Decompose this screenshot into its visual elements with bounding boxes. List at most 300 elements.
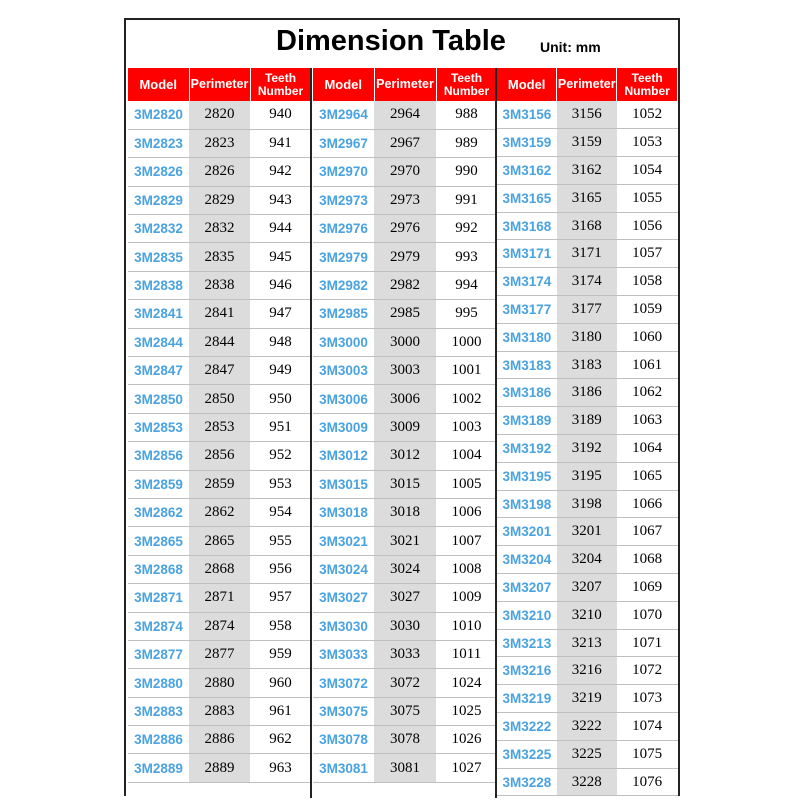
model-cell: 3M3003 bbox=[313, 357, 374, 385]
teeth-number-cell: 1002 bbox=[436, 385, 497, 413]
model-cell: 3M3198 bbox=[497, 490, 557, 518]
table-row bbox=[128, 357, 311, 385]
table-row bbox=[313, 612, 497, 640]
teeth-number-cell: 1057 bbox=[617, 240, 678, 268]
perimeter-cell: 2973 bbox=[374, 186, 436, 214]
perimeter-cell: 3021 bbox=[374, 527, 436, 555]
teeth-number-cell: 1001 bbox=[436, 357, 497, 385]
perimeter-cell: 3207 bbox=[557, 574, 617, 602]
table-row bbox=[313, 669, 497, 697]
perimeter-cell: 2826 bbox=[189, 158, 250, 186]
perimeter-cell: 3189 bbox=[557, 407, 617, 435]
model-cell: 3M2832 bbox=[128, 215, 189, 243]
table-row bbox=[128, 271, 311, 299]
model-cell: 3M3018 bbox=[313, 498, 374, 526]
teeth-number-cell: 1075 bbox=[617, 740, 678, 768]
model-cell: 3M3225 bbox=[497, 740, 557, 768]
perimeter-cell: 3075 bbox=[374, 697, 436, 725]
perimeter-cell: 2832 bbox=[189, 215, 250, 243]
dimension-table-column-1 bbox=[128, 68, 312, 783]
teeth-header-line-2: Number bbox=[443, 83, 490, 98]
teeth-number-cell: 1058 bbox=[617, 268, 678, 296]
table-row bbox=[128, 385, 311, 413]
teeth-number-cell: 1059 bbox=[617, 296, 678, 324]
teeth-number-cell: 1006 bbox=[436, 498, 497, 526]
perimeter-cell: 2820 bbox=[189, 101, 250, 129]
perimeter-cell: 3003 bbox=[374, 357, 436, 385]
teeth-number-cell: 960 bbox=[250, 669, 311, 697]
model-cell: 3M2865 bbox=[128, 527, 189, 555]
perimeter-cell: 2868 bbox=[189, 555, 250, 583]
teeth-number-cell: 1060 bbox=[617, 323, 678, 351]
teeth-number-cell: 1008 bbox=[436, 555, 497, 583]
teeth-number-cell: 940 bbox=[250, 101, 311, 129]
perimeter-header: Perimeter bbox=[189, 68, 250, 101]
teeth-number-cell: 1009 bbox=[436, 584, 497, 612]
model-header: Model bbox=[128, 68, 189, 101]
teeth-number-header bbox=[617, 68, 678, 101]
model-cell: 3M3186 bbox=[497, 379, 557, 407]
teeth-number-cell: 989 bbox=[436, 129, 497, 157]
perimeter-cell: 2844 bbox=[189, 328, 250, 356]
table-row bbox=[313, 413, 497, 441]
teeth-number-cell: 1065 bbox=[617, 462, 678, 490]
perimeter-cell: 2829 bbox=[189, 186, 250, 214]
teeth-number-cell: 953 bbox=[250, 470, 311, 498]
teeth-header-line-1: Teeth bbox=[264, 70, 297, 85]
model-cell: 3M3207 bbox=[497, 574, 557, 602]
perimeter-cell: 3009 bbox=[374, 413, 436, 441]
table-row bbox=[128, 413, 311, 441]
perimeter-cell: 3171 bbox=[557, 240, 617, 268]
teeth-number-cell: 1010 bbox=[436, 612, 497, 640]
perimeter-cell: 3177 bbox=[557, 296, 617, 324]
perimeter-cell: 3180 bbox=[557, 323, 617, 351]
teeth-number-cell: 957 bbox=[250, 584, 311, 612]
model-cell: 3M2823 bbox=[128, 129, 189, 157]
model-cell: 3M2982 bbox=[313, 271, 374, 299]
model-cell: 3M2859 bbox=[128, 470, 189, 498]
table-row bbox=[128, 498, 311, 526]
model-cell: 3M3192 bbox=[497, 435, 557, 463]
teeth-number-cell: 1062 bbox=[617, 379, 678, 407]
table-row bbox=[313, 584, 497, 612]
model-cell: 3M3030 bbox=[313, 612, 374, 640]
teeth-number-cell: 963 bbox=[250, 754, 311, 782]
perimeter-cell: 2850 bbox=[189, 385, 250, 413]
model-cell: 3M3021 bbox=[313, 527, 374, 555]
unit-label: Unit: mm bbox=[540, 39, 601, 55]
model-cell: 3M3009 bbox=[313, 413, 374, 441]
table-row bbox=[313, 328, 497, 356]
teeth-number-cell: 942 bbox=[250, 158, 311, 186]
table-row bbox=[128, 555, 311, 583]
teeth-number-cell: 950 bbox=[250, 385, 311, 413]
model-cell: 3M2838 bbox=[128, 271, 189, 299]
teeth-number-cell: 1073 bbox=[617, 685, 678, 713]
perimeter-cell: 3210 bbox=[557, 601, 617, 629]
table-row bbox=[128, 726, 311, 754]
model-cell: 3M2826 bbox=[128, 158, 189, 186]
table-row bbox=[313, 385, 497, 413]
model-header: Model bbox=[313, 68, 374, 101]
model-cell: 3M3210 bbox=[497, 601, 557, 629]
table-row bbox=[313, 498, 497, 526]
perimeter-cell: 2886 bbox=[189, 726, 250, 754]
teeth-number-cell: 992 bbox=[436, 215, 497, 243]
perimeter-cell: 3006 bbox=[374, 385, 436, 413]
model-cell: 3M3171 bbox=[497, 240, 557, 268]
teeth-number-cell: 946 bbox=[250, 271, 311, 299]
table-row bbox=[313, 215, 497, 243]
header-row bbox=[313, 68, 497, 101]
perimeter-cell: 3018 bbox=[374, 498, 436, 526]
teeth-number-cell: 1076 bbox=[617, 768, 678, 796]
perimeter-cell: 2967 bbox=[374, 129, 436, 157]
model-cell: 3M2856 bbox=[128, 442, 189, 470]
perimeter-header: Perimeter bbox=[374, 68, 436, 101]
perimeter-cell: 3201 bbox=[557, 518, 617, 546]
table-row bbox=[497, 546, 678, 574]
model-cell: 3M2880 bbox=[128, 669, 189, 697]
table-row bbox=[128, 697, 311, 725]
perimeter-cell: 2985 bbox=[374, 300, 436, 328]
model-cell: 3M2883 bbox=[128, 697, 189, 725]
dimension-table-column-2 bbox=[313, 68, 498, 783]
table-row bbox=[313, 101, 497, 129]
column-divider bbox=[310, 68, 312, 798]
model-cell: 3M2862 bbox=[128, 498, 189, 526]
teeth-number-cell: 949 bbox=[250, 357, 311, 385]
teeth-number-cell: 947 bbox=[250, 300, 311, 328]
model-cell: 3M3216 bbox=[497, 657, 557, 685]
table-row bbox=[313, 555, 497, 583]
perimeter-cell: 3216 bbox=[557, 657, 617, 685]
teeth-number-cell: 988 bbox=[436, 101, 497, 129]
model-cell: 3M3228 bbox=[497, 768, 557, 796]
teeth-number-header bbox=[436, 68, 497, 101]
table-row bbox=[313, 697, 497, 725]
teeth-number-cell: 1004 bbox=[436, 442, 497, 470]
teeth-number-cell: 1066 bbox=[617, 490, 678, 518]
perimeter-cell: 3000 bbox=[374, 328, 436, 356]
teeth-number-cell: 1068 bbox=[617, 546, 678, 574]
table-row bbox=[128, 584, 311, 612]
table-row bbox=[497, 184, 678, 212]
perimeter-cell: 2964 bbox=[374, 101, 436, 129]
table-row bbox=[313, 357, 497, 385]
model-header: Model bbox=[497, 68, 557, 101]
table-row bbox=[313, 442, 497, 470]
dimension-table-frame bbox=[124, 18, 680, 796]
teeth-header-line-1: Teeth bbox=[631, 70, 663, 85]
model-cell: 3M3162 bbox=[497, 157, 557, 185]
perimeter-cell: 2877 bbox=[189, 640, 250, 668]
perimeter-cell: 3204 bbox=[557, 546, 617, 574]
model-cell: 3M3195 bbox=[497, 462, 557, 490]
perimeter-cell: 3198 bbox=[557, 490, 617, 518]
teeth-number-cell: 993 bbox=[436, 243, 497, 271]
table-row bbox=[313, 129, 497, 157]
table-row bbox=[497, 490, 678, 518]
table-row bbox=[128, 754, 311, 782]
table-row bbox=[128, 527, 311, 555]
perimeter-cell: 2823 bbox=[189, 129, 250, 157]
teeth-number-cell: 1024 bbox=[436, 669, 497, 697]
model-cell: 3M2820 bbox=[128, 101, 189, 129]
table-row bbox=[128, 243, 311, 271]
table-row bbox=[128, 640, 311, 668]
teeth-number-cell: 1061 bbox=[617, 351, 678, 379]
teeth-number-cell: 943 bbox=[250, 186, 311, 214]
table-row bbox=[497, 407, 678, 435]
perimeter-cell: 3015 bbox=[374, 470, 436, 498]
model-cell: 3M3174 bbox=[497, 268, 557, 296]
perimeter-cell: 2970 bbox=[374, 158, 436, 186]
header-row bbox=[128, 68, 311, 101]
teeth-number-cell: 944 bbox=[250, 215, 311, 243]
perimeter-cell: 3078 bbox=[374, 726, 436, 754]
teeth-number-cell: 1071 bbox=[617, 629, 678, 657]
table-row bbox=[128, 669, 311, 697]
model-cell: 3M2979 bbox=[313, 243, 374, 271]
model-cell: 3M3189 bbox=[497, 407, 557, 435]
model-cell: 3M3012 bbox=[313, 442, 374, 470]
perimeter-cell: 3162 bbox=[557, 157, 617, 185]
header-row bbox=[497, 68, 678, 101]
teeth-number-cell: 1025 bbox=[436, 697, 497, 725]
table-row bbox=[497, 296, 678, 324]
teeth-number-cell: 995 bbox=[436, 300, 497, 328]
table-row bbox=[128, 300, 311, 328]
teeth-number-cell: 962 bbox=[250, 726, 311, 754]
perimeter-cell: 3030 bbox=[374, 612, 436, 640]
table-row bbox=[313, 640, 497, 668]
perimeter-cell: 2874 bbox=[189, 612, 250, 640]
model-cell: 3M2874 bbox=[128, 612, 189, 640]
perimeter-cell: 2841 bbox=[189, 300, 250, 328]
teeth-number-header bbox=[250, 68, 311, 101]
perimeter-cell: 3213 bbox=[557, 629, 617, 657]
teeth-header-line-2: Number bbox=[257, 83, 304, 98]
model-cell: 3M3024 bbox=[313, 555, 374, 583]
model-cell: 3M2835 bbox=[128, 243, 189, 271]
table-row bbox=[313, 300, 497, 328]
teeth-number-cell: 955 bbox=[250, 527, 311, 555]
teeth-header-line-1: Teeth bbox=[450, 70, 483, 85]
teeth-number-cell: 941 bbox=[250, 129, 311, 157]
table-row bbox=[497, 157, 678, 185]
table-row bbox=[313, 527, 497, 555]
dimension-table-column-3 bbox=[497, 68, 678, 796]
table-row bbox=[128, 186, 311, 214]
model-cell: 3M3072 bbox=[313, 669, 374, 697]
teeth-number-cell: 958 bbox=[250, 612, 311, 640]
table-row bbox=[128, 442, 311, 470]
model-cell: 3M2970 bbox=[313, 158, 374, 186]
teeth-number-cell: 956 bbox=[250, 555, 311, 583]
model-cell: 3M3183 bbox=[497, 351, 557, 379]
table-row bbox=[128, 328, 311, 356]
teeth-number-cell: 1072 bbox=[617, 657, 678, 685]
perimeter-cell: 2982 bbox=[374, 271, 436, 299]
teeth-number-cell: 1003 bbox=[436, 413, 497, 441]
table-row bbox=[313, 754, 497, 782]
table-row bbox=[313, 470, 497, 498]
perimeter-cell: 3174 bbox=[557, 268, 617, 296]
teeth-number-cell: 1053 bbox=[617, 129, 678, 157]
table-row bbox=[313, 243, 497, 271]
perimeter-cell: 3072 bbox=[374, 669, 436, 697]
model-cell: 3M3156 bbox=[497, 101, 557, 129]
table-row bbox=[128, 215, 311, 243]
model-cell: 3M3078 bbox=[313, 726, 374, 754]
teeth-number-cell: 994 bbox=[436, 271, 497, 299]
perimeter-cell: 3159 bbox=[557, 129, 617, 157]
teeth-number-cell: 1055 bbox=[617, 184, 678, 212]
perimeter-cell: 2862 bbox=[189, 498, 250, 526]
model-cell: 3M3159 bbox=[497, 129, 557, 157]
table-row bbox=[497, 212, 678, 240]
table-row bbox=[313, 186, 497, 214]
perimeter-cell: 3033 bbox=[374, 640, 436, 668]
table-row bbox=[497, 574, 678, 602]
table-row bbox=[497, 240, 678, 268]
perimeter-cell: 3186 bbox=[557, 379, 617, 407]
teeth-number-cell: 951 bbox=[250, 413, 311, 441]
teeth-number-cell: 954 bbox=[250, 498, 311, 526]
model-cell: 3M3081 bbox=[313, 754, 374, 782]
model-cell: 3M2985 bbox=[313, 300, 374, 328]
perimeter-cell: 2838 bbox=[189, 271, 250, 299]
teeth-number-cell: 1000 bbox=[436, 328, 497, 356]
teeth-header-line-2: Number bbox=[624, 83, 670, 98]
model-cell: 3M3165 bbox=[497, 184, 557, 212]
teeth-number-cell: 1005 bbox=[436, 470, 497, 498]
perimeter-cell: 3225 bbox=[557, 740, 617, 768]
teeth-number-cell: 1056 bbox=[617, 212, 678, 240]
model-cell: 3M3015 bbox=[313, 470, 374, 498]
model-cell: 3M3201 bbox=[497, 518, 557, 546]
teeth-number-cell: 961 bbox=[250, 697, 311, 725]
model-cell: 3M3180 bbox=[497, 323, 557, 351]
page-title: Dimension Table bbox=[276, 25, 506, 57]
model-cell: 3M3033 bbox=[313, 640, 374, 668]
teeth-number-cell: 1052 bbox=[617, 101, 678, 129]
model-cell: 3M2886 bbox=[128, 726, 189, 754]
table-row bbox=[497, 379, 678, 407]
model-cell: 3M2841 bbox=[128, 300, 189, 328]
table-row bbox=[497, 713, 678, 741]
perimeter-cell: 2853 bbox=[189, 413, 250, 441]
table-row bbox=[497, 601, 678, 629]
table-row bbox=[497, 129, 678, 157]
model-cell: 3M2868 bbox=[128, 555, 189, 583]
teeth-number-cell: 1064 bbox=[617, 435, 678, 463]
teeth-number-cell: 959 bbox=[250, 640, 311, 668]
model-cell: 3M2889 bbox=[128, 754, 189, 782]
teeth-number-cell: 1063 bbox=[617, 407, 678, 435]
model-cell: 3M3075 bbox=[313, 697, 374, 725]
model-cell: 3M2871 bbox=[128, 584, 189, 612]
table-row bbox=[497, 685, 678, 713]
model-cell: 3M3006 bbox=[313, 385, 374, 413]
teeth-number-cell: 1027 bbox=[436, 754, 497, 782]
perimeter-cell: 2871 bbox=[189, 584, 250, 612]
model-cell: 3M2967 bbox=[313, 129, 374, 157]
perimeter-cell: 3012 bbox=[374, 442, 436, 470]
model-cell: 3M2844 bbox=[128, 328, 189, 356]
model-cell: 3M2877 bbox=[128, 640, 189, 668]
perimeter-header: Perimeter bbox=[557, 68, 617, 101]
table-row bbox=[313, 726, 497, 754]
teeth-number-cell: 1070 bbox=[617, 601, 678, 629]
table-row bbox=[497, 101, 678, 129]
perimeter-cell: 2835 bbox=[189, 243, 250, 271]
model-cell: 3M2964 bbox=[313, 101, 374, 129]
table-row bbox=[128, 470, 311, 498]
perimeter-cell: 3027 bbox=[374, 584, 436, 612]
teeth-number-cell: 1011 bbox=[436, 640, 497, 668]
teeth-number-cell: 948 bbox=[250, 328, 311, 356]
perimeter-cell: 2883 bbox=[189, 697, 250, 725]
perimeter-cell: 3222 bbox=[557, 713, 617, 741]
model-cell: 3M3168 bbox=[497, 212, 557, 240]
teeth-number-cell: 1054 bbox=[617, 157, 678, 185]
table-row bbox=[497, 351, 678, 379]
title-row bbox=[126, 20, 678, 64]
perimeter-cell: 2859 bbox=[189, 470, 250, 498]
table-row bbox=[497, 740, 678, 768]
model-cell: 3M3000 bbox=[313, 328, 374, 356]
model-cell: 3M2853 bbox=[128, 413, 189, 441]
perimeter-cell: 3165 bbox=[557, 184, 617, 212]
model-cell: 3M3177 bbox=[497, 296, 557, 324]
model-cell: 3M2976 bbox=[313, 215, 374, 243]
teeth-number-cell: 1007 bbox=[436, 527, 497, 555]
perimeter-cell: 3228 bbox=[557, 768, 617, 796]
perimeter-cell: 3168 bbox=[557, 212, 617, 240]
model-cell: 3M3222 bbox=[497, 713, 557, 741]
perimeter-cell: 2889 bbox=[189, 754, 250, 782]
model-cell: 3M2850 bbox=[128, 385, 189, 413]
table-row bbox=[497, 768, 678, 796]
table-row bbox=[497, 462, 678, 490]
table-row bbox=[128, 129, 311, 157]
model-cell: 3M2847 bbox=[128, 357, 189, 385]
perimeter-cell: 3081 bbox=[374, 754, 436, 782]
perimeter-cell: 2880 bbox=[189, 669, 250, 697]
table-row bbox=[497, 518, 678, 546]
model-cell: 3M3204 bbox=[497, 546, 557, 574]
model-cell: 3M3213 bbox=[497, 629, 557, 657]
table-row bbox=[497, 323, 678, 351]
table-row bbox=[497, 657, 678, 685]
perimeter-cell: 3192 bbox=[557, 435, 617, 463]
perimeter-cell: 2865 bbox=[189, 527, 250, 555]
table-row bbox=[128, 101, 311, 129]
model-cell: 3M3219 bbox=[497, 685, 557, 713]
teeth-number-cell: 991 bbox=[436, 186, 497, 214]
perimeter-cell: 3195 bbox=[557, 462, 617, 490]
table-row bbox=[313, 158, 497, 186]
perimeter-cell: 2979 bbox=[374, 243, 436, 271]
perimeter-cell: 3219 bbox=[557, 685, 617, 713]
table-row bbox=[497, 435, 678, 463]
teeth-number-cell: 990 bbox=[436, 158, 497, 186]
teeth-number-cell: 1067 bbox=[617, 518, 678, 546]
teeth-number-cell: 1026 bbox=[436, 726, 497, 754]
